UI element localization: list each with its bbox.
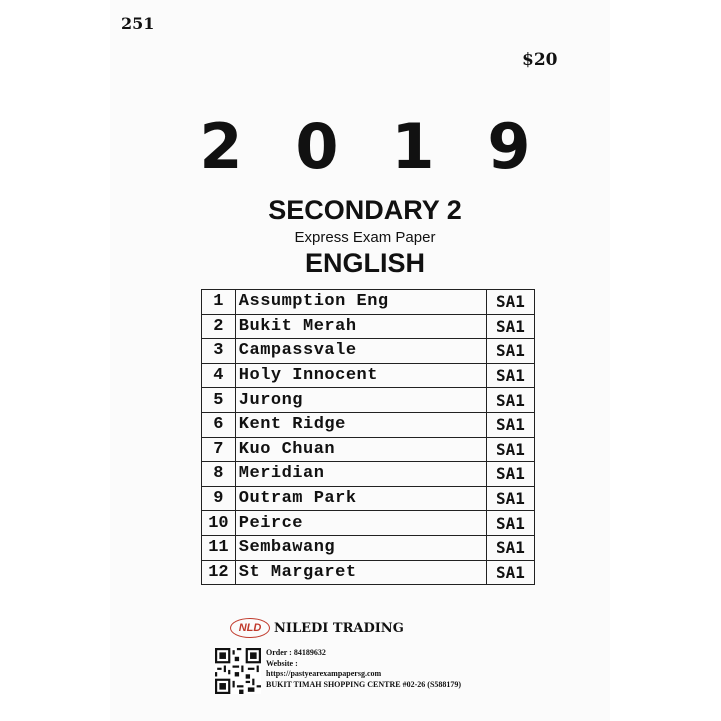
exam-term: SA1 <box>486 363 534 388</box>
paper-type: Express Exam Paper <box>294 229 436 246</box>
school-name: Outram Park <box>235 486 486 511</box>
exam-term: SA1 <box>486 511 534 536</box>
school-name: Kent Ridge <box>235 412 486 437</box>
school-name: St Margaret <box>235 560 486 585</box>
exam-term: SA1 <box>486 314 534 339</box>
subject-title: ENGLISH <box>304 248 425 278</box>
school-name: Kuo Chuan <box>235 437 486 462</box>
table-row <box>202 314 535 339</box>
school-name: Meridian <box>235 462 486 487</box>
row-number: 4 <box>202 363 236 388</box>
table-row <box>202 486 535 511</box>
row-number: 8 <box>202 462 236 487</box>
row-number: 2 <box>202 314 236 339</box>
exam-term: SA1 <box>486 339 534 364</box>
table-row <box>202 339 535 364</box>
school-name: Peirce <box>235 511 486 536</box>
table-row <box>202 363 535 388</box>
table-row <box>202 412 535 437</box>
exam-term: SA1 <box>486 388 534 413</box>
year-digit: 9 <box>487 110 531 183</box>
order-phone: Order : 84189632 <box>266 648 326 657</box>
price-label: $20 <box>522 50 558 70</box>
website-url: https://pastyearexampapersg.com <box>266 669 382 678</box>
row-number: 12 <box>202 560 236 585</box>
row-number: 9 <box>202 486 236 511</box>
website-label: Website : <box>266 658 298 668</box>
table-row <box>202 511 535 536</box>
exam-term: SA1 <box>486 290 534 315</box>
row-number: 5 <box>202 388 236 413</box>
year-title <box>190 110 540 183</box>
year-digit: 0 <box>295 110 339 183</box>
table-row <box>202 462 535 487</box>
school-name: Campassvale <box>235 339 486 364</box>
table-row <box>202 388 535 413</box>
row-number: 1 <box>202 290 236 315</box>
year-digit: 1 <box>391 110 435 183</box>
brand-line <box>230 618 404 638</box>
school-name: Holy Innocent <box>235 363 486 388</box>
table-row <box>202 560 535 585</box>
row-number: 7 <box>202 437 236 462</box>
row-number: 10 <box>202 511 236 536</box>
school-name: Jurong <box>235 388 486 413</box>
qr-code-icon <box>215 648 261 694</box>
contact-info <box>266 648 461 690</box>
exam-term: SA1 <box>486 462 534 487</box>
exam-term: SA1 <box>486 486 534 511</box>
exam-term: SA1 <box>486 535 534 560</box>
table-row <box>202 290 535 315</box>
table-row <box>202 535 535 560</box>
school-list-table <box>201 289 535 585</box>
row-number: 6 <box>202 412 236 437</box>
row-number: 11 <box>202 535 236 560</box>
table-row <box>202 437 535 462</box>
level-title: SECONDARY 2 <box>268 195 462 225</box>
school-name: Sembawang <box>235 535 486 560</box>
company-logo: NLD <box>230 618 270 638</box>
exam-term: SA1 <box>486 437 534 462</box>
catalog-code: 251 <box>121 14 155 33</box>
shop-address: BUKIT TIMAH SHOPPING CENTRE #02-26 (S588179) <box>266 679 462 689</box>
exam-term: SA1 <box>486 412 534 437</box>
year-digit: 2 <box>199 110 243 183</box>
exam-term: SA1 <box>486 560 534 585</box>
company-name: NILEDI TRADING <box>274 620 404 636</box>
row-number: 3 <box>202 339 236 364</box>
school-name: Assumption Eng <box>235 290 486 315</box>
school-name: Bukit Merah <box>235 314 486 339</box>
